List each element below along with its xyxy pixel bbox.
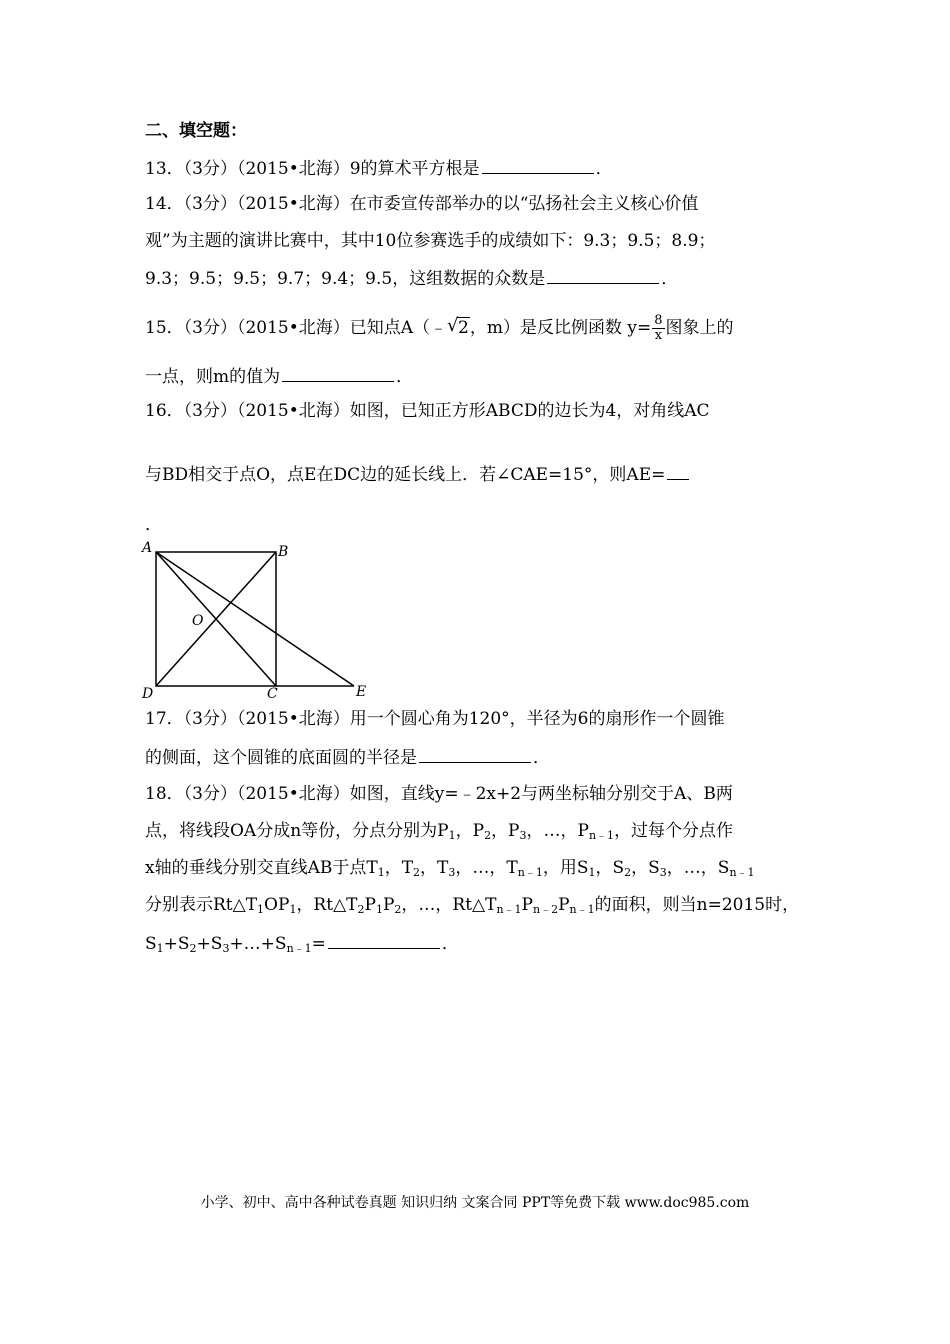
- question-14-line3: 9.3；9.5；9.5；9.7；9.4；9.5，这组数据的众数是 ．: [145, 269, 679, 289]
- question-16-line3: ．: [145, 515, 162, 535]
- sqrt-expression: √ 2: [447, 315, 469, 338]
- question-16-line1: 16．（3分）（2015•北海）如图，已知正方形ABCD的边长为4，对角线AC: [145, 401, 710, 421]
- label-e: E: [356, 684, 367, 700]
- question-14-line2: 观”为主题的演讲比赛中，其中10位参赛选手的成绩如下：9.3；9.5；8.9；: [145, 231, 716, 251]
- label-o: O: [192, 613, 204, 629]
- question-18-line1: 18．（3分）（2015•北海）如图，直线y=﹣2x+2与两坐标轴分别交于A、B两: [145, 784, 733, 804]
- answer-blank: [419, 746, 531, 763]
- question-18-line4: 分别表示$Rt\triangle T_1OP_1$，$Rt\triangle T_2P_1P_2$，…，$Rt\triangle T_{n﹣1}P_{n﹣2}P_{n﹣1}$的面积，则当n=2015时，: [145, 895, 800, 916]
- question-15-line2: 一点，则m的值为 ．: [145, 367, 414, 387]
- label-a: A: [142, 540, 153, 556]
- answer-blank: [667, 463, 689, 480]
- answer-blank: [482, 157, 594, 174]
- page-footer: 小学、初中、高中各种试卷真题 知识归纳 文案合同 PPT等免费下载 www.doc985.com: [200, 1195, 750, 1211]
- question-14-line1: 14．（3分）（2015•北海）在市委宣传部举办的以“弘扬社会主义核心价值: [145, 194, 699, 214]
- radical-sign-icon: √: [447, 315, 459, 336]
- question-17-line1: 17．（3分）（2015•北海）用一个圆心角为120°，半径为6的扇形作一个圆锥: [145, 709, 725, 729]
- question-15-line1: 15．（3分）（2015•北海）已知点A（﹣ √ 2，m）是反比例函数 y= $\frac{8}{x}$ 图象上的: [145, 313, 734, 343]
- answer-blank: [547, 267, 659, 284]
- fraction: $\frac{8}{x}$: [654, 313, 663, 343]
- answer-blank: [328, 932, 440, 949]
- label-c: C: [267, 686, 278, 700]
- section-title: 二、填空题：: [145, 121, 247, 141]
- label-d: D: [142, 686, 154, 700]
- label-b: B: [278, 544, 289, 560]
- question-18-line2: 点，将线段OA分成n等份，分点分别为$P_1$，$P_2$，$P_3$，…，$P_{n﹣1}$，过每个分点作: [145, 821, 734, 842]
- question-18-line3: x轴的垂线分别交直线AB于点$T_1$，$T_2$，$T_3$，…，$T_{n﹣1}$，用$S_1$，$S_2$，$S_3$，…，$S_{n﹣1}$: [145, 858, 755, 879]
- square-diagram: [138, 540, 378, 700]
- question-17-line2: 的侧面，这个圆锥的底面圆的半径是 ．: [145, 748, 550, 768]
- question-18-line5: $S_1+S_2+S_3+\dots+S_{n﹣1}=$ ．: [145, 934, 459, 955]
- answer-blank: [282, 365, 394, 382]
- question-16-line2: 与BD相交于点O，点E在DC边的延长线上．若∠CAE=15°，则AE=: [145, 463, 691, 486]
- question-13: 13．（3分）（2015•北海）9的算术平方根是 ．: [145, 159, 613, 179]
- segment-ae: [156, 552, 354, 686]
